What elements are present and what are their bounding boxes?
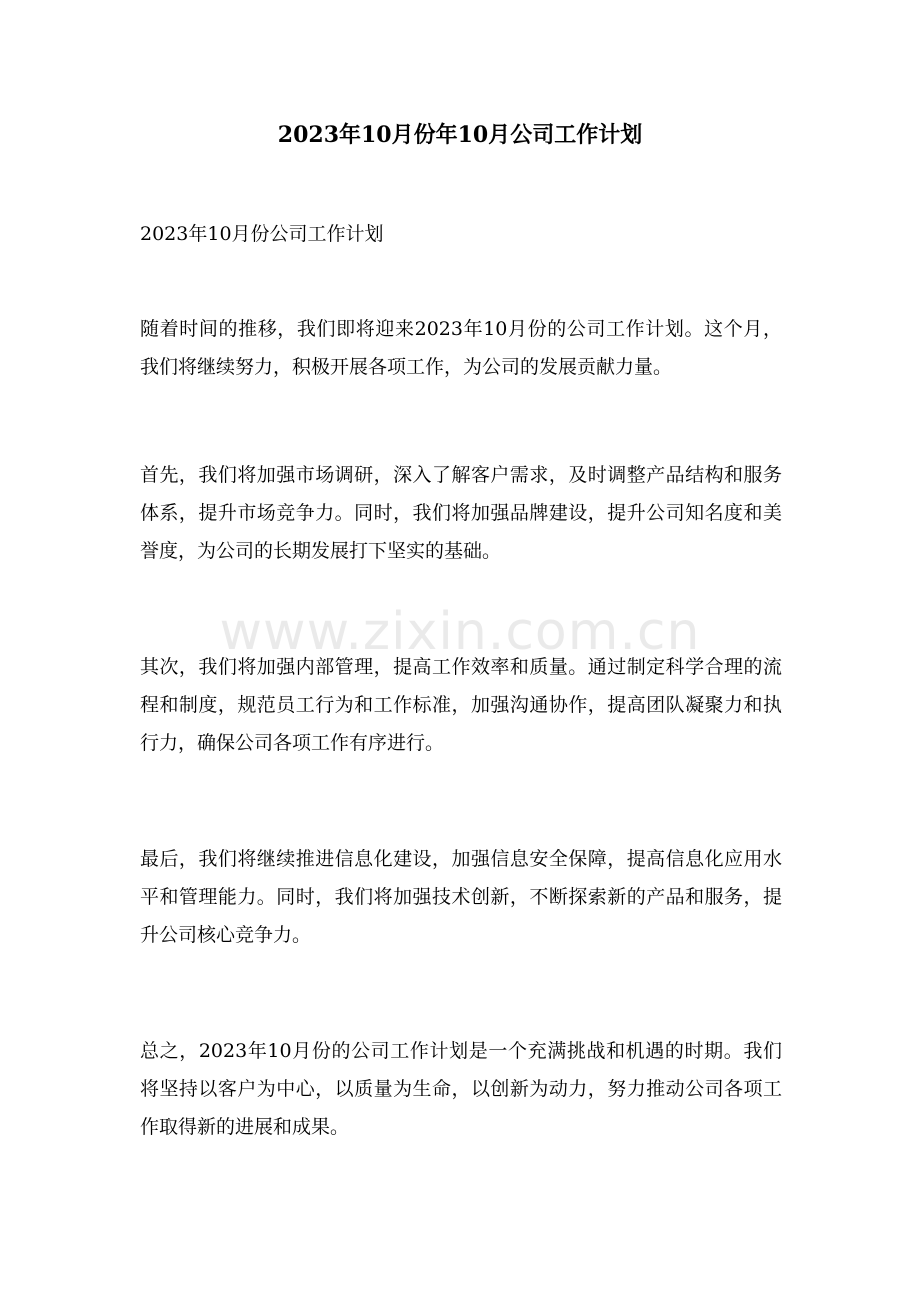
paragraph-second: 其次，我们将加强内部管理，提高工作效率和质量。通过制定科学合理的流程和制度，规范员工行为和工作标准，加强沟通协作，提高团队凝聚力和执行力，确保公司各项工作有序进行。 bbox=[140, 656, 782, 754]
document-title: 2023年10月份年10月公司工作计划 bbox=[277, 122, 643, 148]
paragraph-last: 最后，我们将继续推进信息化建设，加强信息安全保障，提高信息化应用水平和管理能力。同时，我们将加强技术创新，不断探索新的产品和服务，提升公司核心竞争力。 bbox=[140, 848, 782, 946]
paragraph-summary: 总之，2023年10月份的公司工作计划是一个充满挑战和机遇的时期。我们将坚持以客户为中心，以质量为生命，以创新为动力，努力推动公司各项工作取得新的进展和成果。 bbox=[140, 1040, 782, 1138]
paragraph-first: 首先，我们将加强市场调研，深入了解客户需求，及时调整产品结构和服务体系，提升市场竞争力。同时，我们将加强品牌建设，提升公司知名度和美誉度，为公司的长期发展打下坚实的基础。 bbox=[140, 464, 782, 562]
watermark: www.zixin.com.cn bbox=[219, 602, 701, 662]
document-subtitle: 2023年10月份公司工作计划 bbox=[140, 223, 384, 245]
paragraph-intro: 随着时间的推移，我们即将迎来2023年10月份的公司工作计划。这个月，我们将继续努力，积极开展各项工作，为公司的发展贡献力量。 bbox=[140, 318, 782, 378]
